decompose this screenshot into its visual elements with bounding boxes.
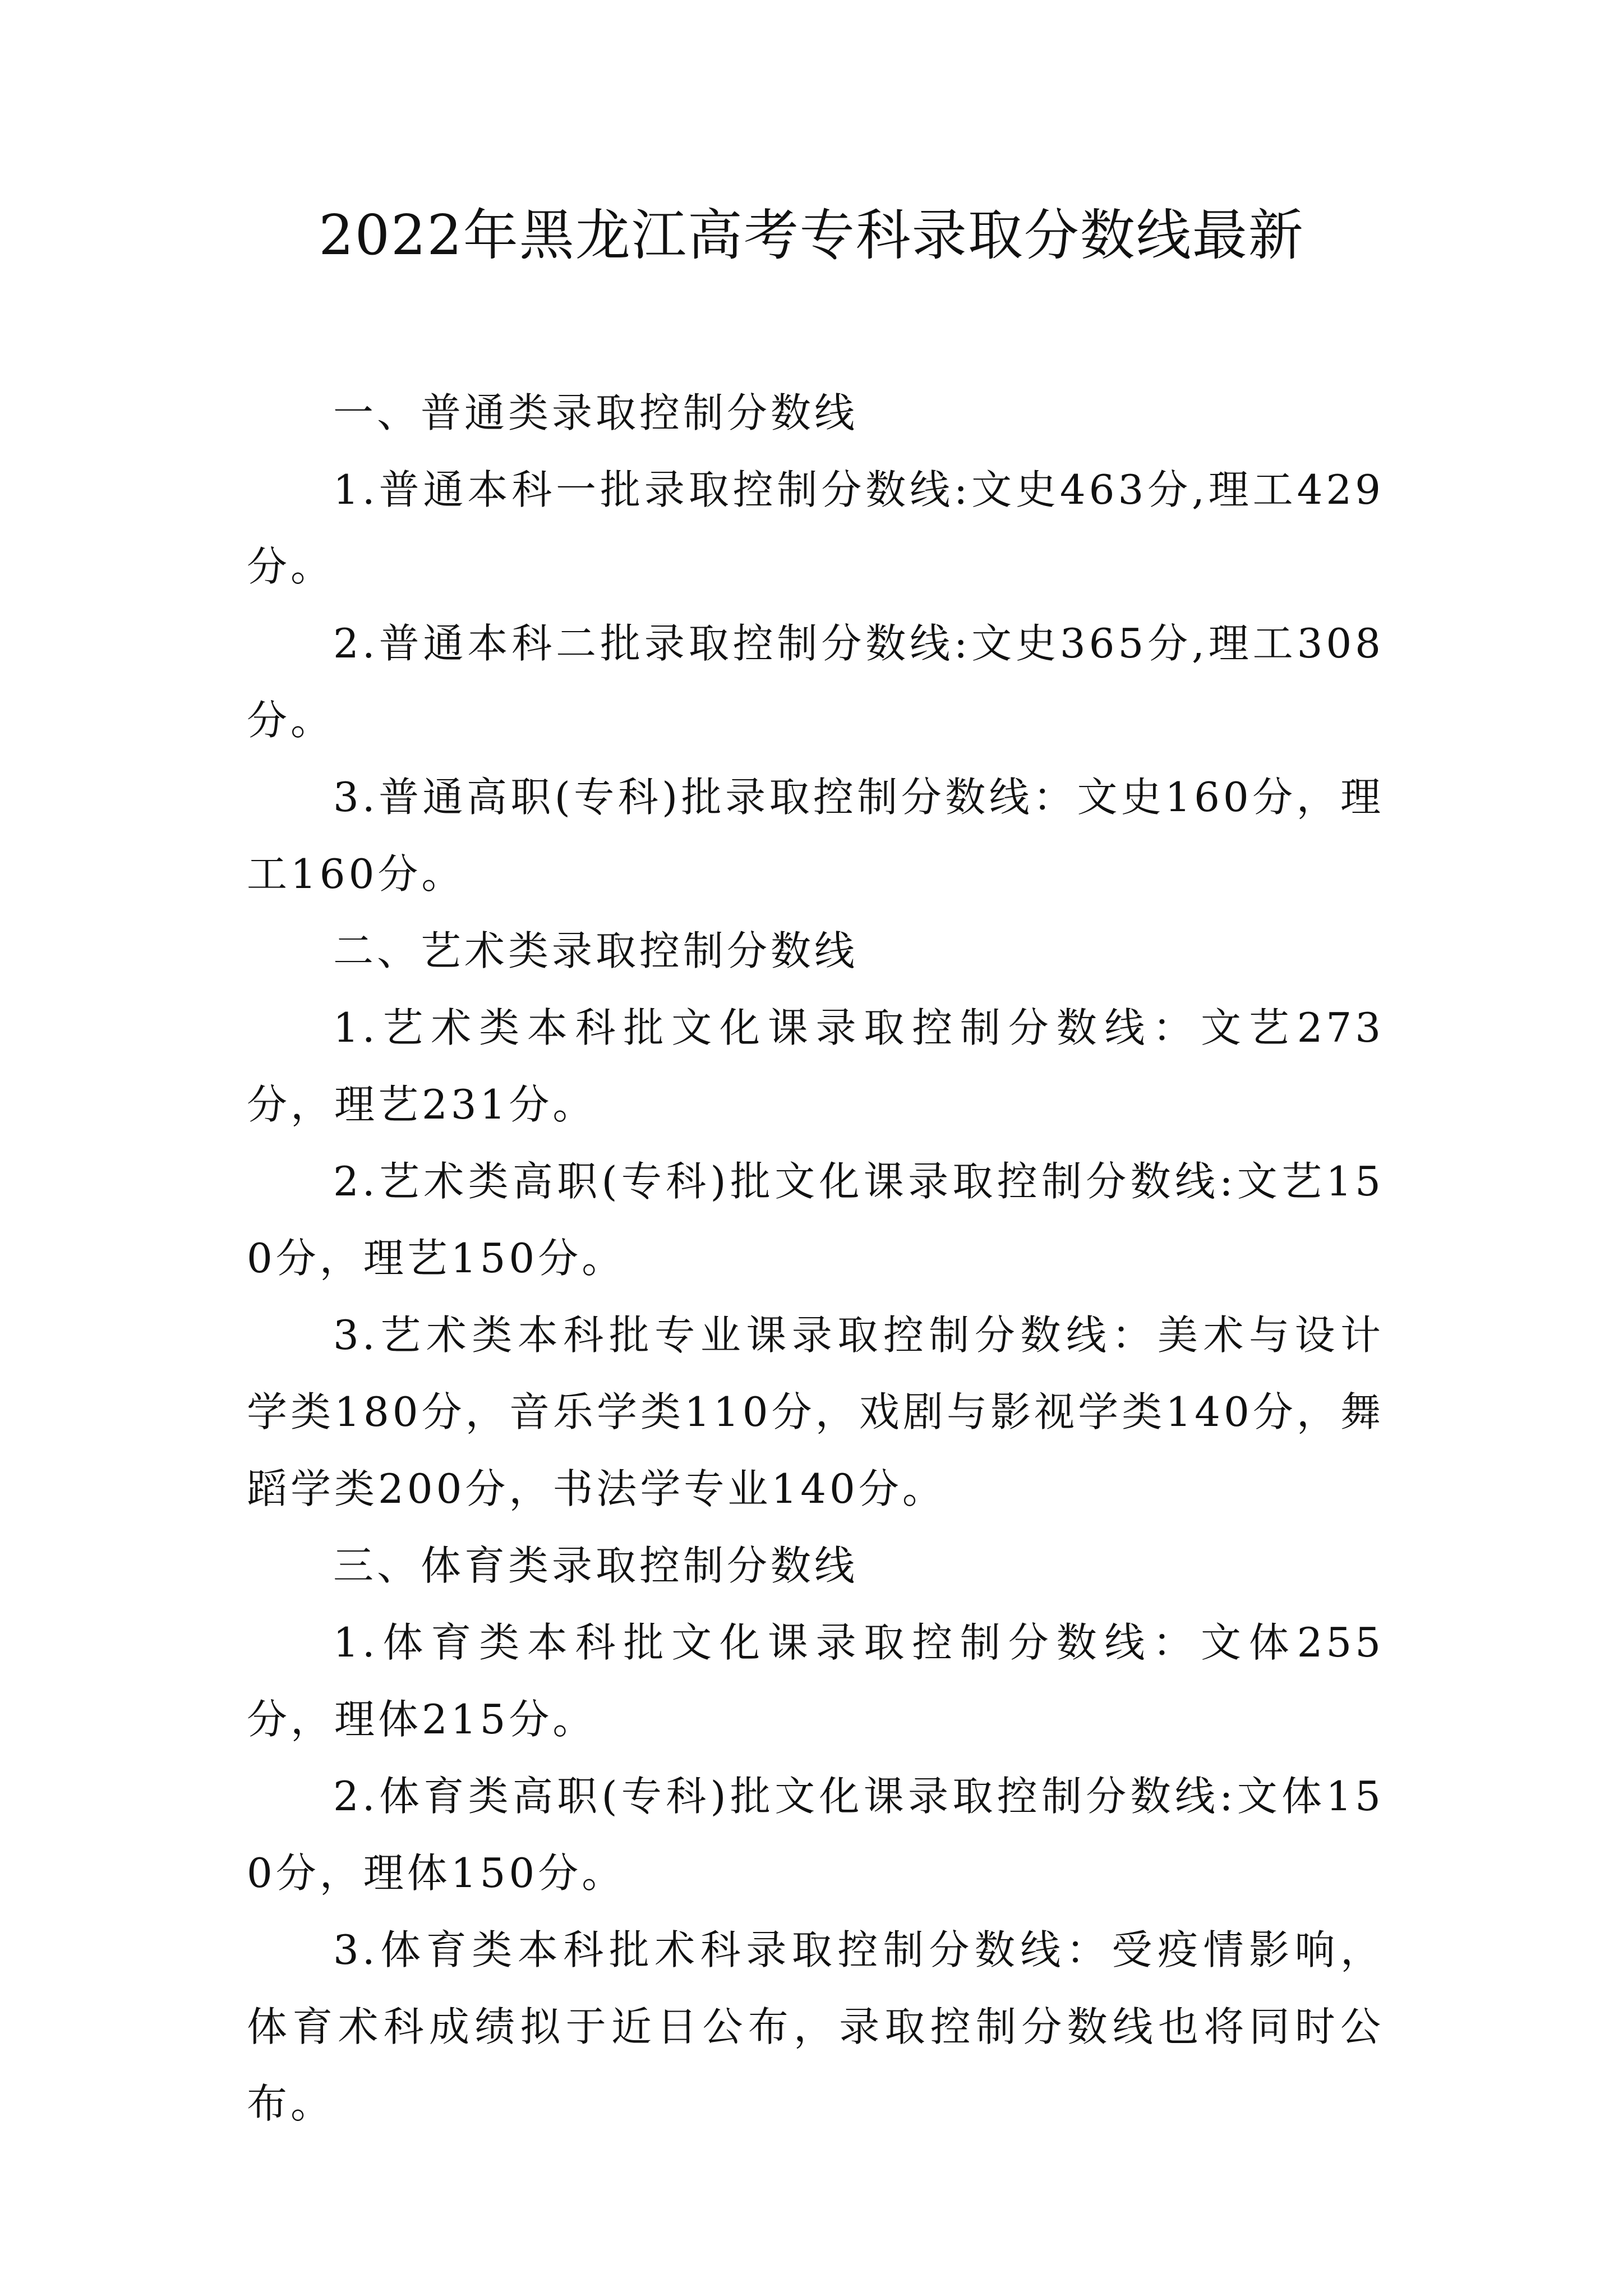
sports-item-3: 3.体育类本科批术科录取控制分数线：受疫情影响，体育术科成绩拟于近日公布，录取控制分数线也将同时公布。 [247,1926,1384,2127]
sports-item-2: 2.体育类高职(专科)批文化课录取控制分数线:文体150分，理体150分。 [247,1773,1384,1897]
document-title: 2022年黑龙江高考专科录取分数线最新 [319,204,1304,268]
section-heading-art: 二、艺术类录取控制分数线 [333,927,859,974]
general-item-2: 2.普通本科二批录取控制分数线:文史365分,理工308分。 [247,620,1384,744]
sports-item-1: 1.体育类本科批文化课录取控制分数线：文体255分，理体215分。 [247,1619,1384,1743]
general-item-1: 1.普通本科一批录取控制分数线:文史463分,理工429分。 [247,466,1384,590]
art-item-1: 1.艺术类本科批文化课录取控制分数线：文艺273分，理艺231分。 [247,1004,1384,1128]
general-item-3: 3.普通高职(专科)批录取控制分数线：文史160分，理工160分。 [247,774,1384,898]
document-body [247,375,1384,2142]
art-item-3: 3.艺术类本科批专业课录取控制分数线：美术与设计学类180分，音乐学类110分，戏剧与影视学类140分，舞蹈学类200分，书法学专业140分。 [247,1312,1384,1512]
art-item-2: 2.艺术类高职(专科)批文化课录取控制分数线:文艺150分，理艺150分。 [247,1158,1384,1282]
section-heading-general: 一、普通类录取控制分数线 [333,389,859,436]
section-heading-sports: 三、体育类录取控制分数线 [333,1542,859,1589]
